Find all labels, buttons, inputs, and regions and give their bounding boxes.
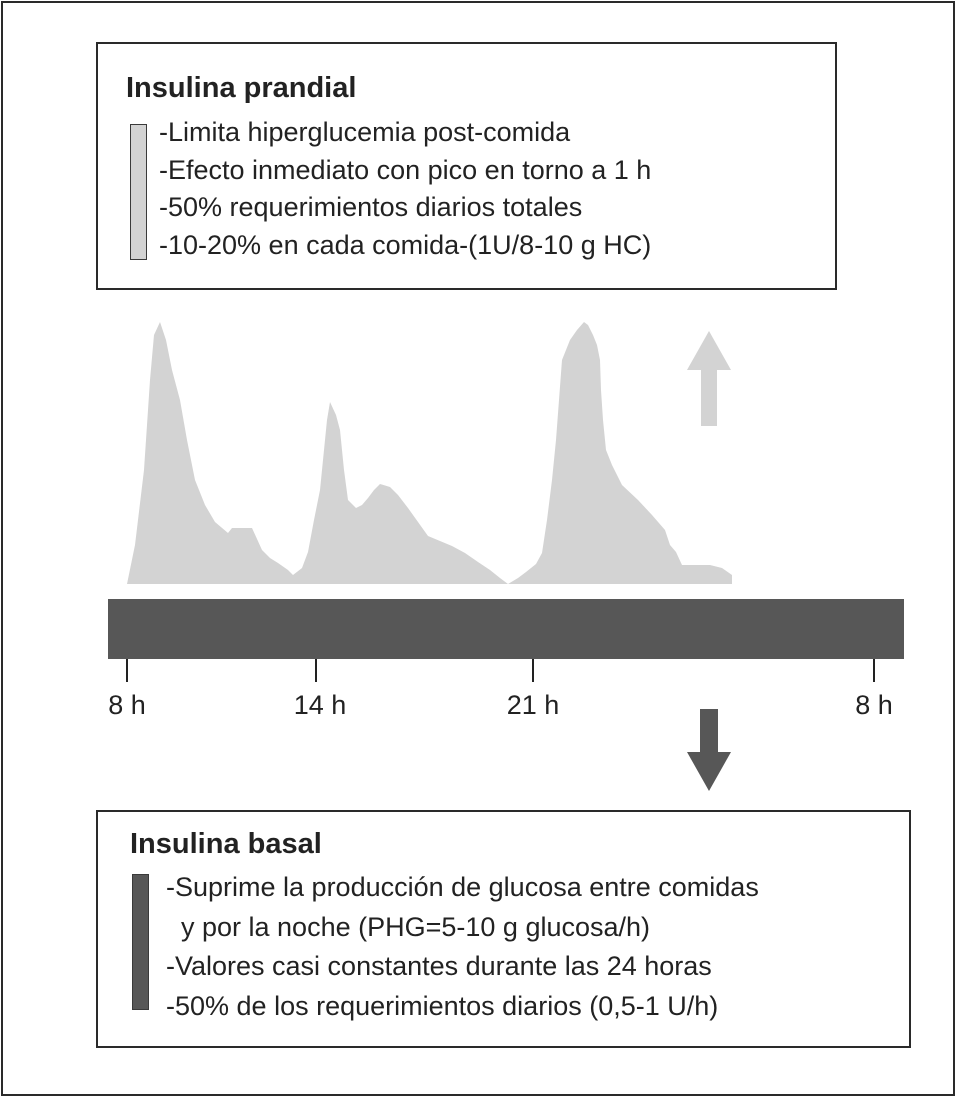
tick-label: 8 h — [108, 690, 146, 720]
prandial-title: Insulina prandial — [126, 72, 357, 104]
basal-line: -Suprime la producción de glucosa entre comidas — [166, 872, 759, 902]
arrow-down-icon — [687, 709, 731, 791]
basal-title: Insulina basal — [130, 828, 322, 860]
basal-line: -Valores casi constantes durante las 24 horas — [166, 951, 712, 981]
basal-lines — [166, 868, 759, 1026]
arrow-up-icon — [687, 331, 731, 426]
prandial-line: -10-20% en cada comida-(1U/8-10 g HC) — [159, 229, 652, 260]
tick-label: 21 h — [506, 690, 560, 720]
basal-swatch — [132, 874, 149, 1010]
basal-line: -50% de los requerimientos diarios (0,5-1 U/h) — [166, 990, 719, 1021]
prandial-line: -Limita hiperglucemia post-comida — [159, 117, 571, 147]
basal-bar — [108, 599, 904, 659]
prandial-line: -50% requerimientos diarios totales — [159, 192, 583, 222]
basal-line: y por la noche (PHG=5-10 g glucosa/h) — [166, 911, 651, 942]
prandial-line: -Efecto inmediato con pico en torno a 1 h — [159, 154, 652, 185]
basal-legend-box — [96, 810, 911, 1048]
prandial-profile-area — [127, 322, 732, 584]
tick-label: 14 h — [293, 690, 347, 720]
tick-label: 8 h — [855, 690, 893, 720]
